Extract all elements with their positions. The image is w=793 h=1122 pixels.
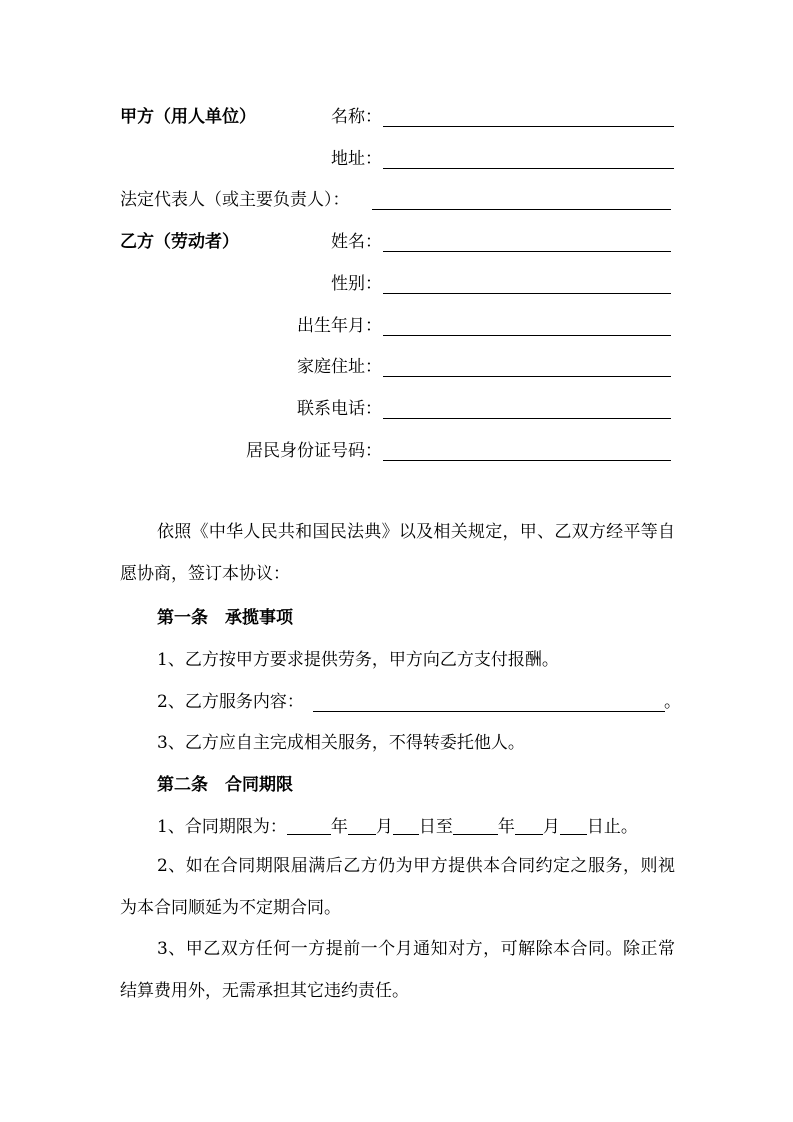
article2-item3: 3、甲乙双方任何一方提前一个月通知对方，可解除本合同。除正常结算费用外，无需承担其它违约责任。	[120, 939, 675, 1001]
article1-item2-label: 2、乙方服务内容：	[157, 692, 304, 712]
start-year-unit: 年	[330, 817, 348, 837]
day-to-text: 日至	[418, 817, 453, 837]
home-address-label: 家庭住址：	[297, 357, 382, 377]
party-a-heading: 甲方（用人单位）	[120, 107, 256, 127]
id-number-row	[0, 438, 793, 464]
article1-item3-row	[0, 730, 793, 756]
legal-rep-field[interactable]	[372, 209, 671, 210]
phone-field[interactable]	[383, 418, 671, 419]
id-number-field[interactable]	[383, 460, 671, 461]
article2-item2: 2、如在合同期限届满后乙方仍为甲方提供本合同约定之服务，则视为本合同顺延为不定期合同。	[120, 856, 675, 918]
article2-title: 第二条 合同期限	[157, 775, 293, 795]
article1-item1-row	[0, 647, 793, 673]
article1-item3: 3、乙方应自主完成相关服务，不得转委托他人。	[157, 733, 525, 753]
party-b-name-row	[0, 229, 793, 255]
article1-title: 第一条 承揽事项	[157, 608, 293, 628]
party-a-address-row	[0, 146, 793, 172]
phone-label: 联系电话：	[297, 399, 382, 419]
phone-row	[0, 396, 793, 422]
birth-label: 出生年月：	[297, 316, 382, 336]
birth-row	[0, 313, 793, 339]
article1-title-row	[0, 605, 793, 631]
service-content-field[interactable]	[313, 711, 665, 712]
id-number-label: 居民身份证号码：	[246, 441, 382, 461]
contract-term-label: 1、合同期限为： 年 月 日至 年 月 日止。	[157, 817, 638, 837]
end-month-field[interactable]	[515, 816, 543, 835]
article1-item1: 1、乙方按甲方要求提供劳务，甲方向乙方支付报酬。	[157, 650, 559, 670]
party-b-name-label: 姓名：	[331, 232, 382, 252]
article2-title-row	[0, 772, 793, 798]
end-year-field[interactable]	[453, 816, 498, 835]
party-a-address-field[interactable]	[383, 168, 674, 169]
birth-field[interactable]	[383, 335, 671, 336]
end-year-unit: 年	[497, 817, 515, 837]
start-year-field[interactable]	[287, 816, 331, 835]
party-a-name-label: 名称：	[331, 107, 382, 127]
gender-row	[0, 271, 793, 297]
day-end-text: 日止。	[586, 817, 638, 837]
intro-paragraph: 依照《中华人民共和国民法典》以及相关规定，甲、乙双方经平等自愿协商，签订本协议：	[120, 522, 675, 584]
gender-label: 性别：	[331, 274, 382, 294]
home-address-field[interactable]	[383, 376, 671, 377]
party-b-name-field[interactable]	[383, 251, 671, 252]
party-b-heading: 乙方（劳动者）	[120, 232, 239, 252]
end-month-unit: 月	[542, 817, 560, 837]
contract-term-row	[0, 814, 793, 840]
start-day-field[interactable]	[393, 816, 419, 835]
article1-item2-row	[0, 689, 793, 715]
start-month-unit: 月	[375, 817, 393, 837]
party-a-name-field[interactable]	[383, 126, 674, 127]
article1-item2-period: 。	[664, 692, 681, 712]
start-month-field[interactable]	[348, 816, 376, 835]
home-address-row	[0, 354, 793, 380]
party-a-address-label: 地址：	[331, 149, 382, 169]
gender-field[interactable]	[383, 293, 671, 294]
party-a-name-row	[0, 104, 793, 130]
legal-rep-row	[0, 187, 793, 213]
end-day-field[interactable]	[560, 816, 587, 835]
legal-rep-label: 法定代表人（或主要负责人）：	[120, 190, 350, 210]
